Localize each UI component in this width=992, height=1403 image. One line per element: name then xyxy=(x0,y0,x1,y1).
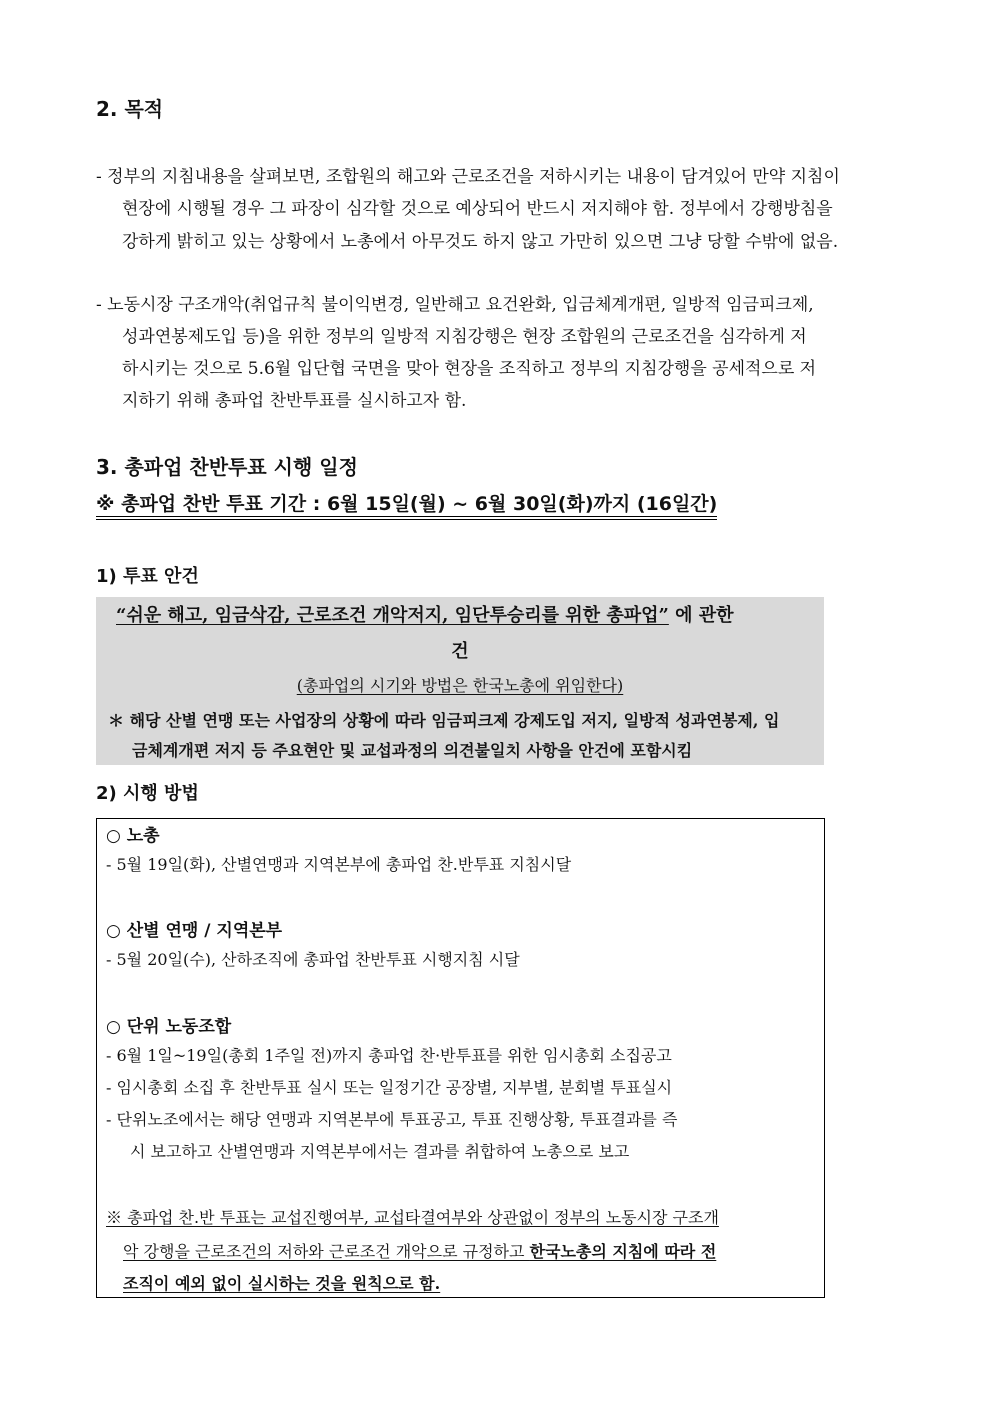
method-group-3-title: ○ 단위 노동조합 xyxy=(106,1017,232,1037)
agenda-delegation-text: (총파업의 시기와 방법은 한국노총에 위임한다) xyxy=(296,676,624,695)
agenda-heading: 1) 투표 안건 xyxy=(96,566,199,587)
purpose-para-1-line-1: - 정부의 지침내용을 살펴보면, 조합원의 해고와 근로조건을 저하시키는 내용이 담겨있어 만약 지침이 xyxy=(96,167,840,187)
agenda-title-tail: 에 관한 xyxy=(668,605,734,626)
method-note-line-1 xyxy=(106,1205,719,1228)
method-note-line-2-bold: 한국노총의 지침에 따라 전 xyxy=(529,1242,717,1261)
purpose-para-2-line-2: 성과연봉제도입 등)을 위한 정부의 일방적 지침강행은 현장 조합원의 근로조건을 심각하게 저 xyxy=(122,327,807,347)
agenda-title-line-1 xyxy=(116,601,734,627)
method-group-1-title: ○ 노총 xyxy=(106,826,160,846)
agenda-note-line-2: 금체계개편 저지 등 주요현안 및 교섭과정의 의견불일치 사항을 안건에 포함시킴 xyxy=(132,741,693,760)
method-group-3-item-1: - 6월 1일~19일(총회 1주일 전)까지 총파업 찬·반투표를 위한 임시총회 소집공고 xyxy=(106,1046,672,1065)
section-2-heading: 2. 목적 xyxy=(96,97,164,121)
purpose-para-2-line-1: - 노동시장 구조개악(취업규칙 불이익변경, 일반해고 요건완화, 입금체계개편, 일방적 임금피크제, xyxy=(96,295,814,315)
method-note-line-3-text: 조직이 예외 없이 실시하는 것을 원칙으로 함. xyxy=(123,1274,441,1293)
purpose-para-1-line-3: 강하게 밝히고 있는 상황에서 노총에서 아무것도 하지 않고 가만히 있으면 그냥 당할 수밖에 없음. xyxy=(122,232,839,252)
agenda-title-line-2: 건 xyxy=(451,641,469,662)
method-group-3-item-3-line-2: 시 보고하고 산별연맹과 지역본부에서는 결과를 취합하여 노총으로 보고 xyxy=(130,1142,630,1161)
agenda-box xyxy=(96,597,824,765)
method-note-line-1-text: ※ 총파업 찬.반 투표는 교섭진행여부, 교섭타결여부와 상관없이 정부의 노동시장 구조개 xyxy=(106,1208,719,1227)
method-heading: 2) 시행 방법 xyxy=(96,783,199,804)
method-group-1-item: - 5월 19일(화), 산별연맹과 지역본부에 총파업 찬.반투표 지침시달 xyxy=(106,855,572,874)
method-note-line-3 xyxy=(123,1271,440,1294)
agenda-title-quoted: “쉬운 해고, 임금삭감, 근로조건 개악저지, 임단투승리를 위한 총파업” xyxy=(116,605,669,626)
method-note-line-2-normal: 악 강행을 근로조건의 저하와 근로조건 개악으로 규정하고 xyxy=(123,1242,530,1261)
method-box xyxy=(96,818,825,1298)
method-group-3-item-2: - 임시총회 소집 후 찬반투표 실시 또는 일정기간 공장별, 지부별, 분회별 투표실시 xyxy=(106,1078,673,1097)
method-group-3-item-3-line-1: - 단위노조에서는 해당 연맹과 지역본부에 투표공고, 투표 진행상황, 투표결과를 즉 xyxy=(106,1110,678,1129)
method-group-2-title: ○ 산별 연맹 / 지역본부 xyxy=(106,921,283,941)
section-3-heading: 3. 총파업 찬반투표 시행 일정 xyxy=(96,455,358,479)
method-note-line-2 xyxy=(123,1239,716,1262)
purpose-para-2-line-3: 하시키는 것으로 5.6월 입단협 국면을 맞아 현장을 조직하고 정부의 지침강행을 공세적으로 저 xyxy=(122,359,817,379)
purpose-para-1-line-2: 현장에 시행될 경우 그 파장이 심각할 것으로 예상되어 반드시 저지해야 함. 정부에서 강행방침을 xyxy=(122,199,833,219)
agenda-note-line-1: ＊ 해당 산별 연맹 또는 사업장의 상황에 따라 임금피크제 강제도입 저지, 일방적 성과연봉제, 입 xyxy=(108,711,780,730)
vote-period-text: ※ 총파업 찬반 투표 기간 : 6월 15일(월) ~ 6월 30일(화)까지 (16일간) xyxy=(96,493,717,520)
vote-period xyxy=(96,489,717,516)
agenda-delegation xyxy=(96,673,824,696)
method-group-2-item: - 5월 20일(수), 산하조직에 총파업 찬반투표 시행지침 시달 xyxy=(106,950,520,969)
purpose-para-2-line-4: 지하기 위해 총파업 찬반투표를 실시하고자 함. xyxy=(122,391,467,411)
